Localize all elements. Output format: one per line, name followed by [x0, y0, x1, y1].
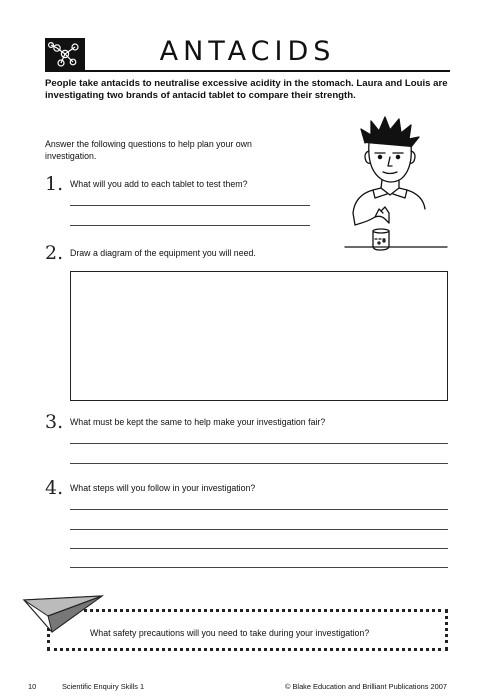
molecule-icon: [45, 38, 85, 70]
safety-question: What safety precautions will you need to take during your investigation?: [90, 628, 370, 638]
question-3-number: 3.: [45, 411, 64, 433]
answer-line: [70, 548, 448, 549]
answer-line: [70, 509, 448, 510]
answer-line: [70, 205, 310, 206]
book-title: Scientific Enquiry Skills 1: [62, 682, 145, 691]
question-4-number: 4.: [45, 477, 64, 499]
question-4-text: What steps will you follow in your investigation?: [70, 483, 256, 493]
diagram-box: [70, 271, 448, 401]
answer-line: [70, 529, 448, 530]
page-title: ANTACIDS: [159, 36, 336, 67]
boy-with-beaker-illustration: [335, 113, 450, 253]
lead-text: Answer the following questions to help plan your own investigation.: [45, 139, 252, 161]
copyright: © Blake Education and Brilliant Publications 2007: [285, 682, 447, 691]
question-1-text: What will you add to each tablet to test them?: [70, 179, 248, 189]
page-number: 10: [28, 682, 37, 691]
question-3-text: What must be kept the same to help make your investigation fair?: [70, 417, 326, 427]
question-2-text: Draw a diagram of the equipment you will need.: [70, 248, 256, 258]
answer-line: [70, 443, 448, 444]
question-2-number: 2.: [45, 242, 64, 264]
answer-line: [70, 463, 448, 464]
answer-line: [70, 567, 448, 568]
question-1-number: 1.: [45, 173, 64, 195]
intro-text: People take antacids to neutralise excessive acidity in the stomach. Laura and Louis are investigating two brands of antacid tablet to compare their strength.: [45, 78, 448, 102]
answer-line: [70, 225, 310, 226]
title-divider: [45, 70, 450, 72]
